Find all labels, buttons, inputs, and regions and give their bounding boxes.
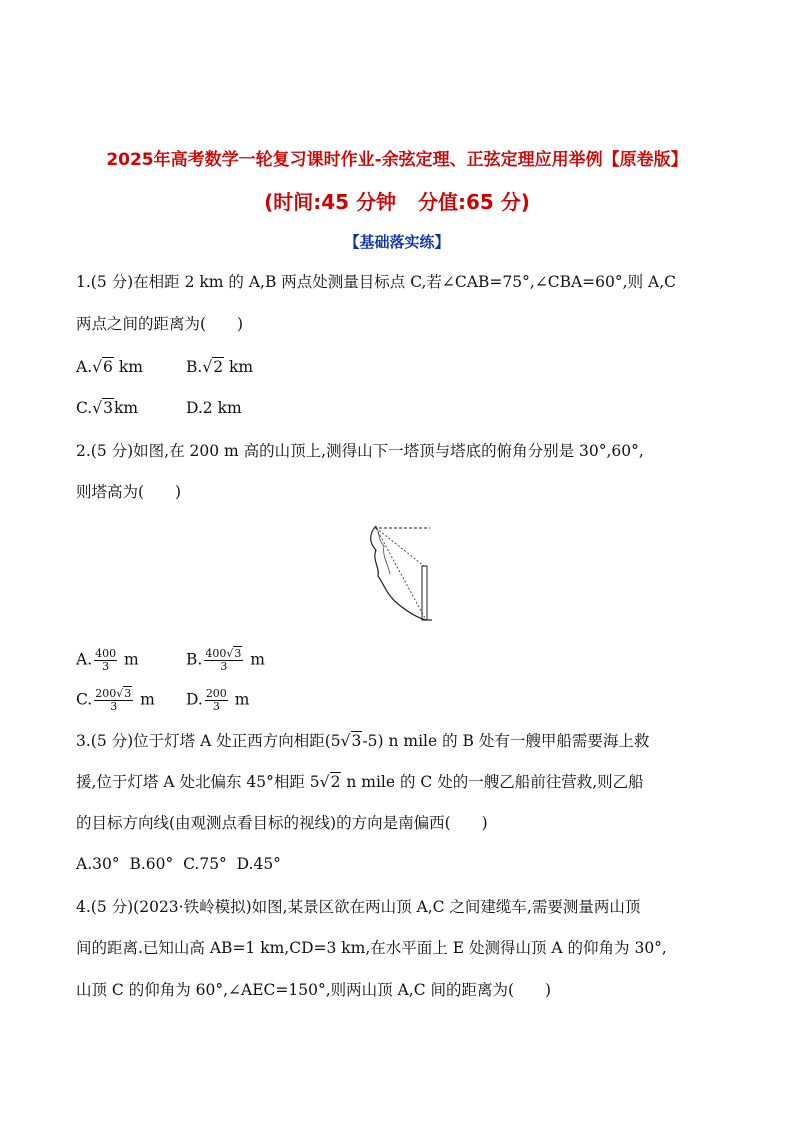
score-label: 分值:65 分) [418,190,530,214]
mountain-outline [371,526,426,620]
q2-line1: 2.(5 分)如图,在 200 m 高的山顶上,测得山下一塔顶与塔底的俯角分别是 30°,60°, [76,442,644,460]
q1-option-b: B.√2 km [186,358,254,376]
q1-option-a: A.√6 km [76,358,143,376]
q1-option-c: C.√3km [76,399,139,417]
sightline-tower-top [376,528,424,566]
q3-options: A.30° B.60° C.75° D.45° [76,855,281,873]
q3-line2: 援,位于灯塔 A 处北偏东 45°相距 5√2 n mile 的 C 处的一艘乙船前往营救,则乙船 [76,773,644,791]
tower [422,566,427,620]
q1-line1: 1.(5 分)在相距 2 km 的 A,B 两点处测量目标点 C,若∠CAB=75°,∠CBA=60°,则 A,C [76,273,676,291]
q3-line1: 3.(5 分)位于灯塔 A 处正西方向相距(5√3-5) n mile 的 B 处有一艘甲船需要海上救 [76,732,650,750]
q2-option-c: C. $\frac{200√3}{3}$ m [76,687,155,713]
mountain-tower-figure [362,520,436,624]
q2-option-b: B. $\frac{400√3}{3}$ m [186,647,265,673]
q3-line3: 的目标方向线(由观测点看目标的视线)的方向是南偏西( ) [76,814,488,832]
q1-line2: 两点之间的距离为( ) [76,315,244,333]
q2-option-a: A. $\frac{400}{3}$ m [76,647,139,673]
q2-line2: 则塔高为( ) [76,483,182,501]
q1-option-d: D.2 km [186,399,242,417]
q4-line2: 间的距离.已知山高 AB=1 km,CD=3 km,在水平面上 E 处测得山顶 A 的仰角为 30°, [76,939,667,957]
time-label: (时间:45 分钟 [264,190,396,214]
section-heading: 【基础落实练】 [344,233,450,251]
q2-option-d: D. $\frac{200}{3}$ m [186,687,250,713]
page-title: 2025年高考数学一轮复习课时作业-余弦定理、正弦定理应用举例【原卷版】 [106,150,688,170]
q4-line3: 山顶 C 的仰角为 60°,∠AEC=150°,则两山顶 A,C 间的距离为( ) [76,981,552,999]
q4-line1: 4.(5 分)(2023·铁岭模拟)如图,某景区欲在两山顶 A,C 之间建缆车,需要测量两山顶 [76,898,641,916]
page-subtitle [0,186,794,215]
